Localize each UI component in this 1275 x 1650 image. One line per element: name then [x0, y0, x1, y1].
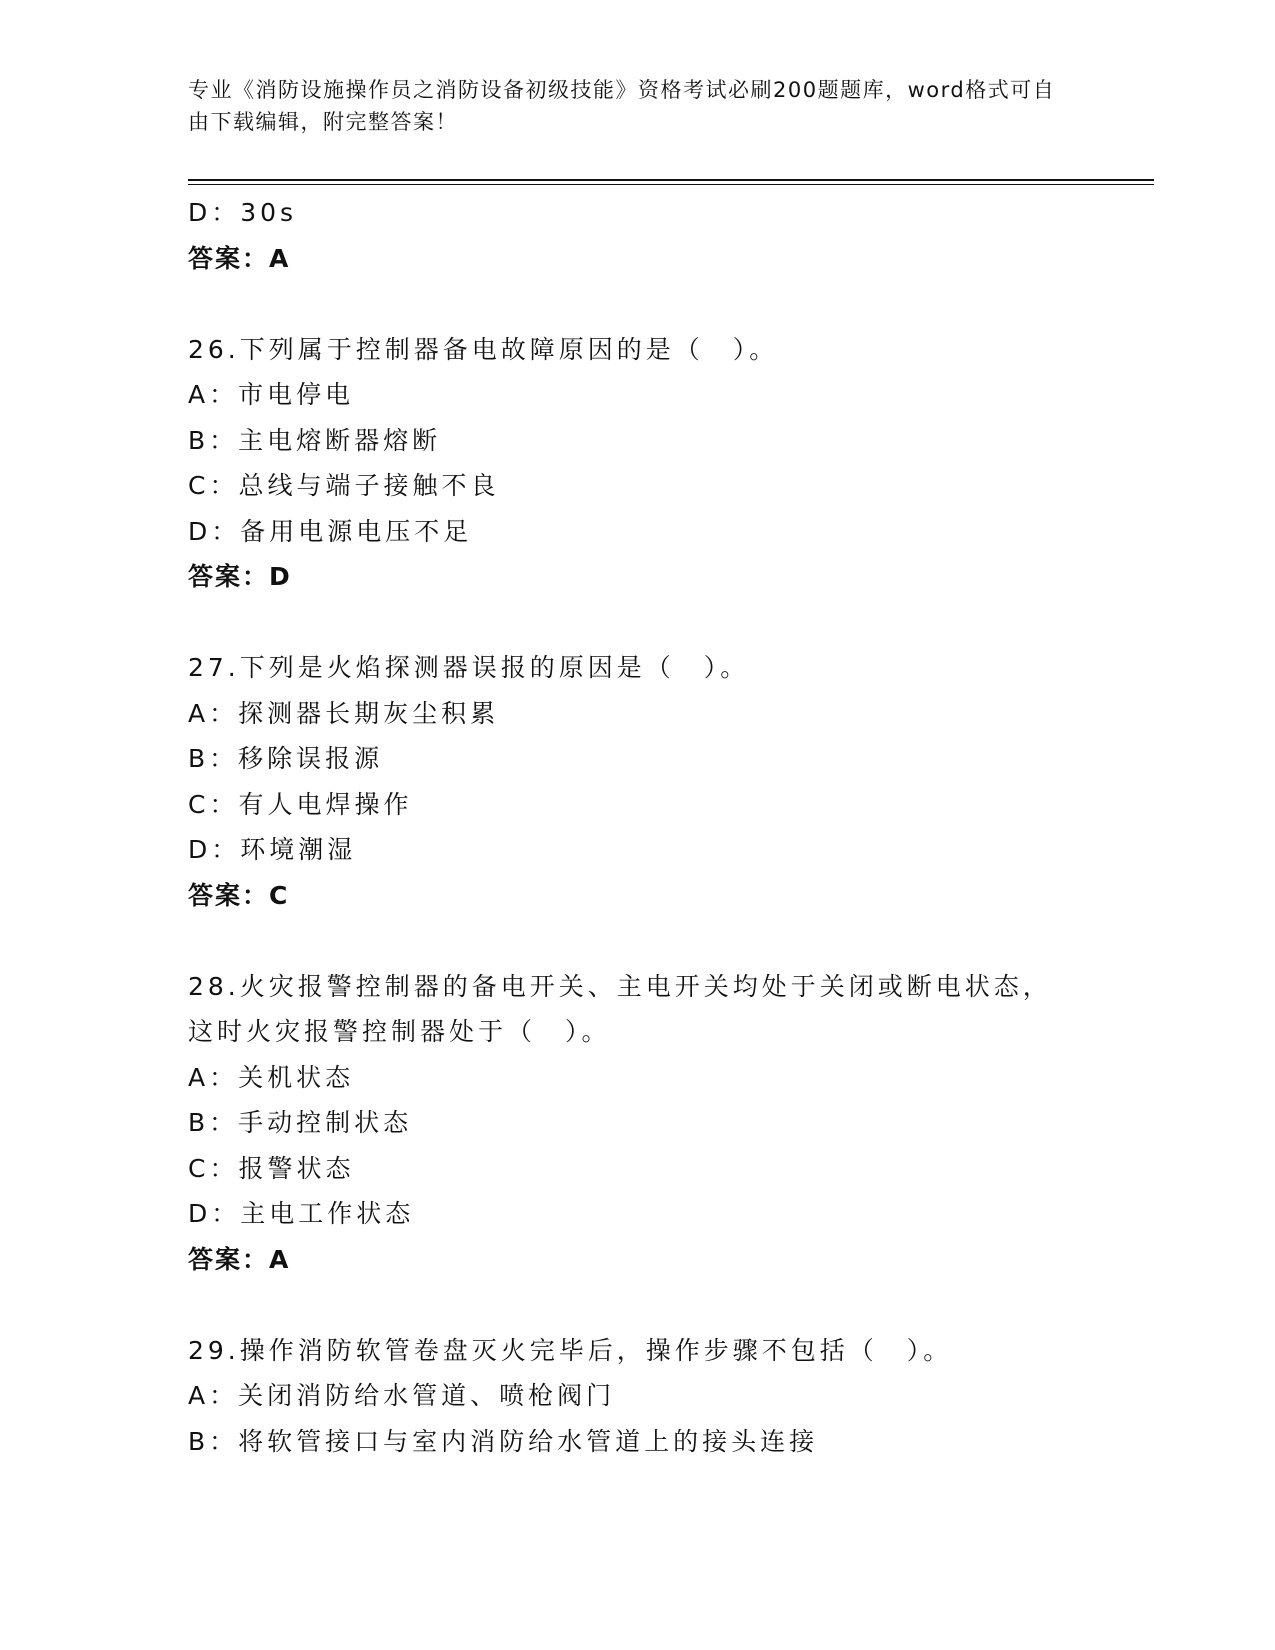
question-stem: 29.操作消防软管卷盘灭火完毕后，操作步骤不包括（ ）。	[188, 1335, 953, 1365]
option-d: D：环境潮湿	[188, 835, 357, 864]
option-d: D：备用电源电压不足	[188, 516, 473, 546]
option-d: D：主电工作状态	[188, 1199, 415, 1228]
option-c: C：总线与端子接触不良	[188, 471, 500, 500]
question-stem: 26.下列属于控制器备电故障原因的是（ ）。	[188, 334, 779, 364]
option-b: B：将软管接口与室内消防给水管道上的接头连接	[188, 1426, 819, 1456]
option-c: C：有人电焊操作	[188, 789, 413, 819]
option-c: C：报警状态	[188, 1153, 355, 1183]
option-a: A：市电停电	[188, 380, 355, 409]
question-28	[188, 964, 1088, 1283]
question-stem: 27.下列是火焰探测器误报的原因是（ ）。	[188, 653, 750, 682]
option-b: B：主电熔断器熔断	[188, 425, 442, 455]
option-a: A：关机状态	[188, 1062, 355, 1092]
answer-line: 答案：A	[188, 243, 291, 273]
question-26	[188, 327, 1088, 600]
question-spacer	[188, 600, 1088, 646]
option-b: B：手动控制状态	[188, 1108, 413, 1137]
previous-question-tail	[188, 190, 1088, 281]
option-b: B：移除误报源	[188, 744, 384, 773]
question-spacer	[188, 918, 1088, 964]
option-a: A：关闭消防给水管道、喷枪阀门	[188, 1381, 616, 1410]
question-27	[188, 645, 1088, 918]
question-spacer	[188, 1282, 1088, 1328]
question-list	[188, 190, 1088, 1464]
answer-line: 答案：D	[188, 562, 292, 591]
question-stem: 28.火灾报警控制器的备电开关、主电开关均处于关闭或断电状态，这时火灾报警控制器处于（ ）。	[188, 971, 1052, 1046]
option-d: D：30s	[188, 198, 298, 227]
answer-line: 答案：A	[188, 1244, 291, 1274]
answer-line: 答案：C	[188, 880, 290, 910]
header-divider-thick	[188, 179, 1154, 181]
header-divider-thin	[188, 184, 1154, 185]
question-spacer	[188, 281, 1088, 327]
document-header: 专业《消防设施操作员之消防设备初级技能》资格考试必刷200题题库，word格式可自由下载编辑，附完整答案！	[188, 78, 1056, 134]
question-29	[188, 1328, 1088, 1465]
option-a: A：探测器长期灰尘积累	[188, 698, 500, 728]
